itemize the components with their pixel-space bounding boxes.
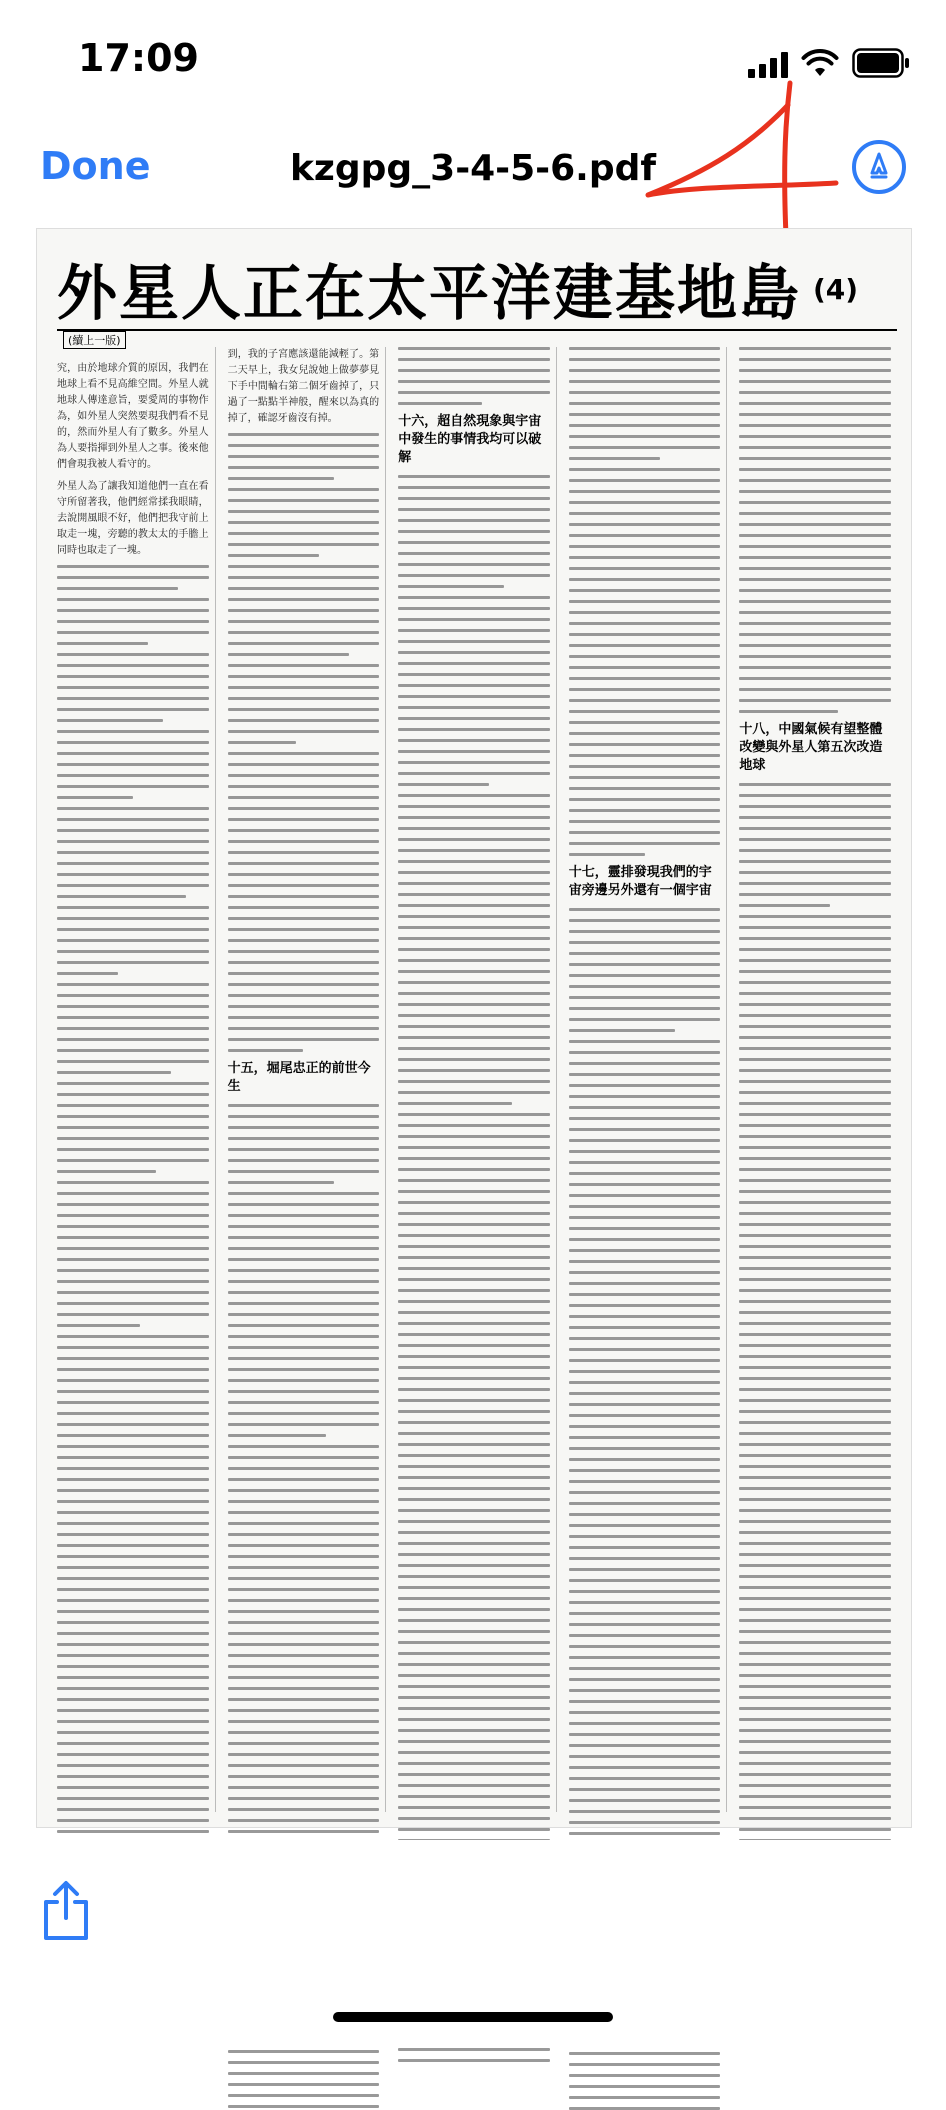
article-paragraph: 到，我的子宮應該還能減輕了。第二天早上，我女兒說她上做夢夢見下手中間輪右第二個牙齒掉了，只過了一點點半神般，醒來以為真的掉了，確認牙齒沒有掉。 [227, 349, 380, 424]
article-text-block [739, 783, 891, 1919]
pdf-page[interactable] [36, 228, 912, 1828]
done-button[interactable]: Done [40, 144, 151, 188]
article-column-4 [569, 347, 728, 1812]
headline-row [57, 249, 897, 329]
article-columns [57, 347, 897, 1812]
article-column-2 [228, 347, 387, 1812]
share-icon[interactable] [40, 1880, 92, 1942]
article-column-5 [739, 347, 897, 1812]
status-time: 17:09 [78, 36, 199, 80]
article-text-block [228, 433, 380, 1052]
section-heading: 十六，超自然現象與宇宙中發生的事情我均可以破解 [398, 414, 542, 465]
article-column-3 [398, 347, 557, 1812]
article-text-block [569, 347, 721, 856]
article-text-block [398, 347, 550, 405]
continued-label: (續上一版) [63, 331, 126, 349]
cellular-signal-icon [748, 52, 788, 78]
wifi-icon [802, 50, 838, 78]
article-text-block [739, 347, 891, 713]
headline-rule [57, 329, 897, 331]
document-title: kzgpg_3-4-5-6.pdf [289, 148, 657, 189]
section-heading: 十五，堀尾忠正的前世今生 [227, 1061, 371, 1094]
battery-icon [852, 48, 910, 78]
article-text-block [398, 475, 550, 2062]
headline: 外星人正在太平洋建基地島 [57, 259, 801, 329]
article-text-block [57, 565, 209, 1910]
section-heading: 十七，靈排發現我們的宇宙旁邊另外還有一個宇宙 [568, 865, 712, 898]
markup-button[interactable] [852, 140, 906, 194]
article-paragraph: 外星人為了讓我知道他們一直在看守所留著我，他們經常揉我眼睛，去說開風眼不好，他們把我守前上取走一塊，旁聽的教太太的手膽上同時也取走了一塊。 [57, 481, 209, 556]
headline-number: (4) [813, 272, 859, 306]
section-heading: 十八，中國氣候有望整體改變與外星人第五次改造地球 [739, 722, 883, 773]
article-column-1 [57, 347, 216, 1812]
article-paragraph: 究，由於地球介質的原因，我們在地球上看不見高維空間。外星人就地球人傳達意旨，要愛周的事物作為，如外星人突然要現我們看不見的，然而外星人有了數多。外星人為人要指揮到外星人之事。後來他們會現我被人看守的。 [57, 363, 209, 470]
status-icons [748, 44, 910, 78]
home-indicator[interactable] [333, 2012, 613, 2022]
status-bar [0, 0, 946, 120]
markup-pen-icon [864, 151, 894, 183]
